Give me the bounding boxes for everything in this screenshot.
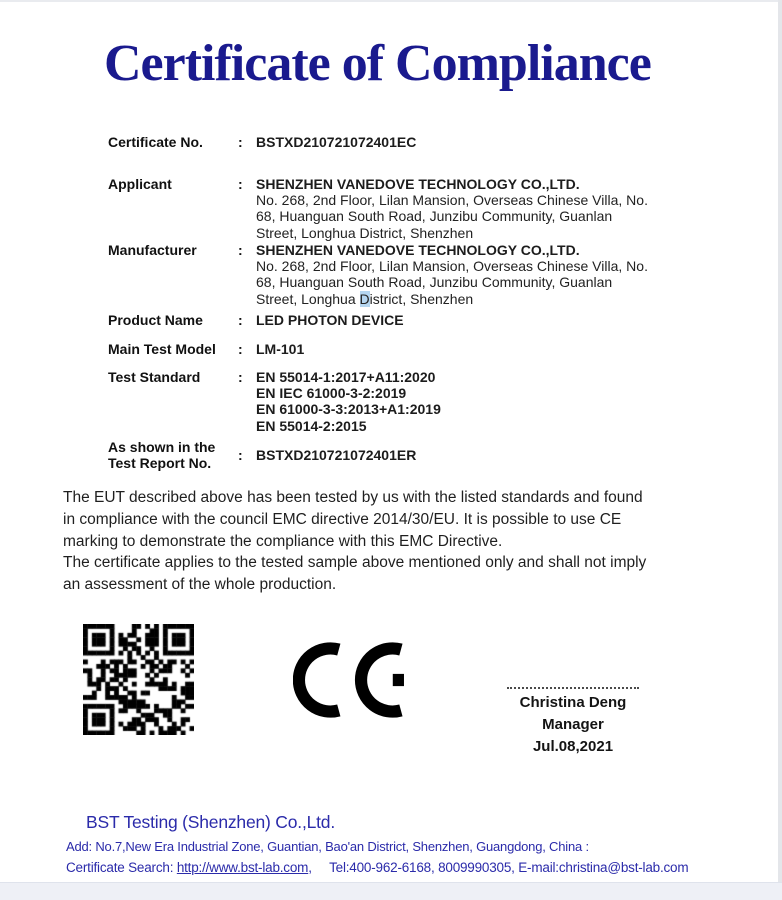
test-standard-values — [256, 369, 728, 434]
manufacturer-address-line: 68, Huanguan South Road, Junzibu Community, Guanlan — [256, 274, 613, 291]
lab-address: Add: No.7,New Era Industrial Zone, Guantian, Bao'an District, Shenzhen, Guangdong, China : — [66, 839, 589, 854]
manufacturer-address-post: istrict, Shenzhen — [369, 290, 474, 307]
certificate-search-link[interactable]: http://www.bst-lab.com — [176, 860, 309, 875]
page-edge-bottom — [0, 882, 782, 900]
main-test-model-label: Main Test Model — [108, 341, 216, 357]
test-report-value: BSTXD210721072401ER — [256, 447, 417, 463]
lab-company-name: BST Testing (Shenzhen) Co.,Ltd. — [86, 812, 335, 832]
search-separator: , — [308, 860, 312, 875]
signatory-name: Christina Deng — [519, 694, 627, 711]
ce-mark-icon — [293, 641, 405, 719]
test-report-colon: : — [238, 447, 243, 463]
test-report-label-line1: As shown in the — [108, 439, 216, 455]
certificate-search-label: Certificate Search: — [66, 860, 174, 875]
test-report-label-line2: Test Report No. — [108, 455, 212, 472]
manufacturer-colon: : — [238, 242, 243, 258]
page-edge-right — [778, 0, 782, 900]
manufacturer-address-line: No. 268, 2nd Floor, Lilan Mansion, Overseas Chinese Villa, No. — [256, 258, 648, 275]
product-name-label: Product Name — [108, 312, 203, 328]
test-standard-colon: : — [238, 369, 243, 385]
manufacturer-value — [256, 242, 728, 307]
qr-code — [83, 624, 194, 735]
applicant-address-line: 68, Huanguan South Road, Junzibu Community, Guanlan — [256, 208, 613, 225]
selected-character: D — [359, 290, 370, 307]
certificate-no-value: BSTXD210721072401EC — [256, 134, 417, 150]
declaration-line: marking to demonstrate the compliance with this EMC Directive. — [63, 532, 503, 550]
declaration-line: an assessment of the whole production. — [63, 576, 337, 594]
test-standard-line: EN 55014-1:2017+A11:2020 — [256, 369, 436, 385]
manufacturer-address-line — [256, 291, 728, 307]
main-test-model-value: LM-101 — [256, 341, 305, 357]
main-test-model-colon: : — [238, 341, 243, 357]
declaration-line: The EUT described above has been tested by us with the listed standards and found — [63, 489, 643, 506]
certificate-no-colon: : — [238, 134, 243, 150]
declaration-line: in compliance with the council EMC directive 2014/30/EU. It is possible to use CE — [63, 510, 622, 528]
signature-dotted-line — [507, 680, 639, 689]
signatory-role: Manager — [542, 716, 604, 733]
applicant-address-line: Street, Longhua District, Shenzhen — [256, 224, 474, 241]
test-standard-line: EN 55014-2:2015 — [256, 417, 367, 434]
test-report-label — [108, 439, 234, 471]
declaration-line: The certificate applies to the tested sample above mentioned only and shall not imply — [63, 554, 647, 572]
page-edge-top — [0, 0, 782, 2]
certificate-no-label: Certificate No. — [108, 134, 203, 150]
manufacturer-address-pre: Street, Longhua — [256, 290, 360, 307]
product-name-colon: : — [238, 312, 243, 328]
applicant-name: SHENZHEN VANEDOVE TECHNOLOGY CO.,LTD. — [256, 176, 580, 192]
manufacturer-label: Manufacturer — [108, 242, 197, 258]
test-standard-line: EN 61000-3-3:2013+A1:2019 — [256, 401, 441, 418]
signature-date: Jul.08,2021 — [532, 738, 614, 755]
applicant-address-line: No. 268, 2nd Floor, Lilan Mansion, Overseas Chinese Villa, No. — [256, 192, 648, 209]
applicant-colon: : — [238, 176, 243, 192]
declaration-text — [63, 487, 735, 596]
applicant-label: Applicant — [108, 176, 172, 192]
certificate-search-line — [66, 860, 688, 875]
lab-contact-info: Tel:400-962-6168, 8009990305, E-mail:christina@bst-lab.com — [329, 860, 689, 875]
test-standard-label: Test Standard — [108, 369, 201, 385]
test-standard-line: EN IEC 61000-3-2:2019 — [256, 385, 407, 402]
signature-block — [483, 680, 663, 758]
manufacturer-name: SHENZHEN VANEDOVE TECHNOLOGY CO.,LTD. — [256, 242, 580, 258]
page-title: Certificate of Compliance — [104, 35, 651, 92]
applicant-value — [256, 176, 728, 241]
product-name-value: LED PHOTON DEVICE — [256, 312, 404, 328]
